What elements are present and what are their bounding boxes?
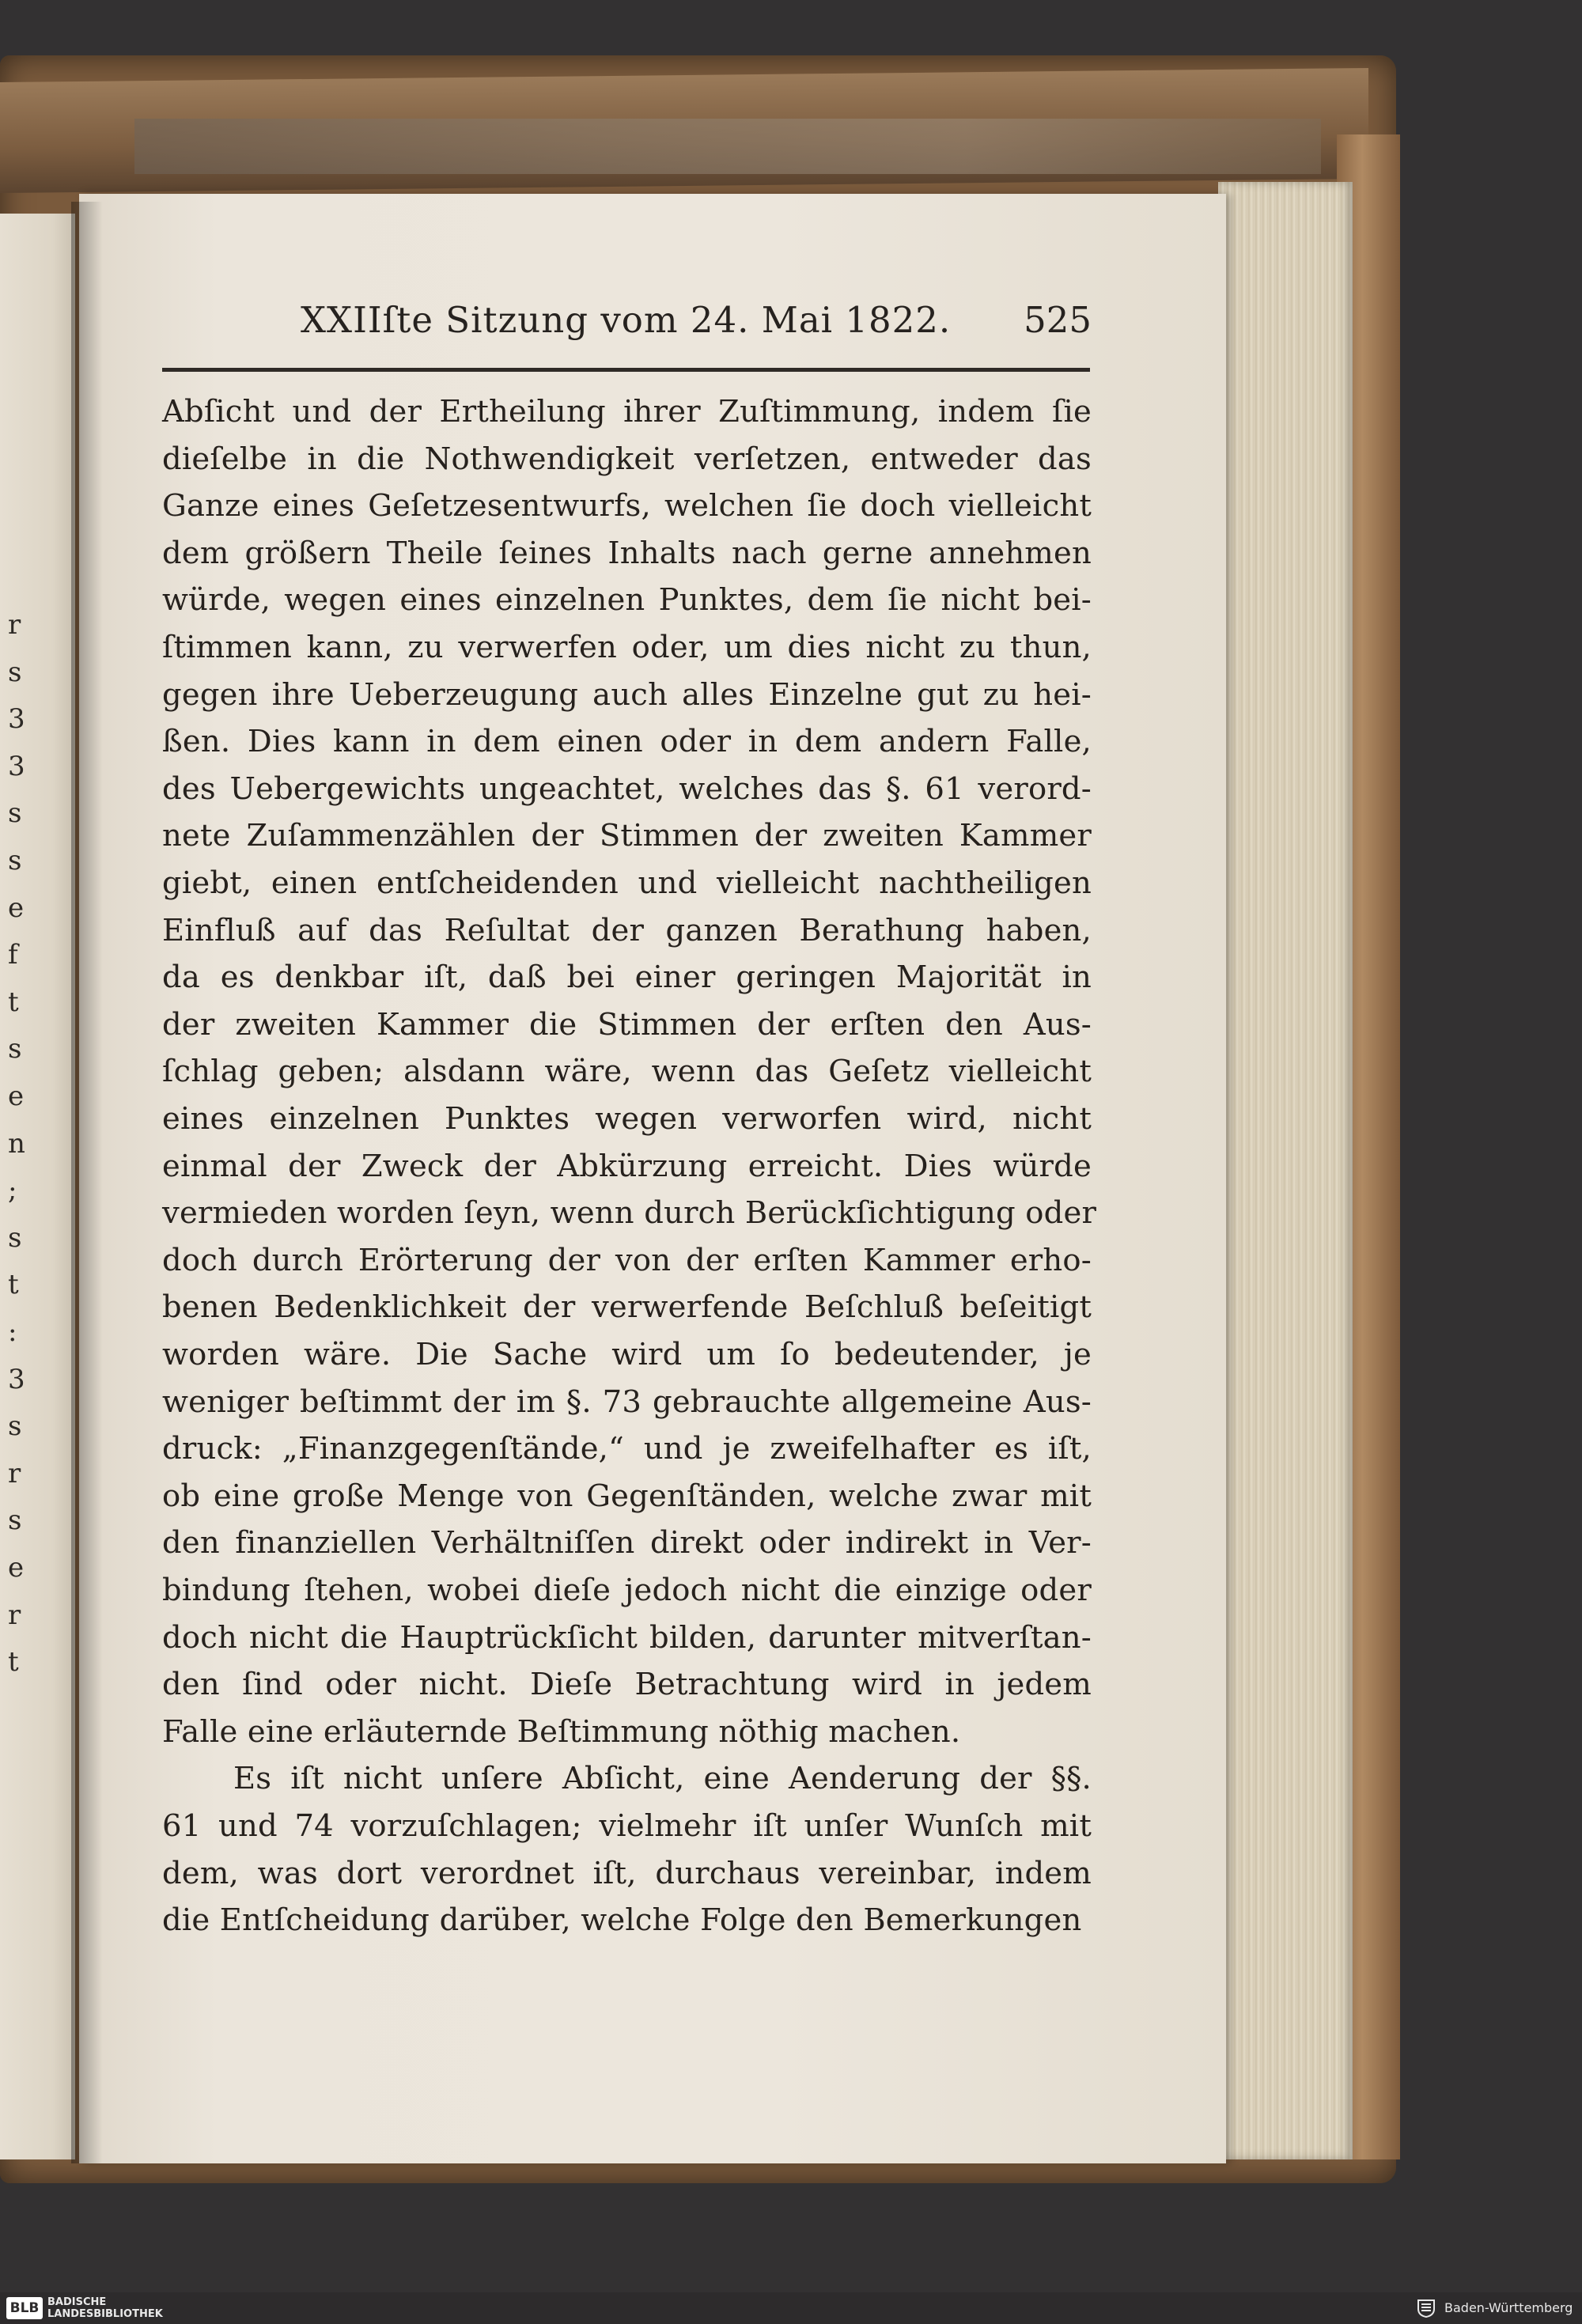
margin-char: n	[8, 1127, 25, 1160]
text-line: dieſelbe in die Nothwendigkeit verſetzen, entweder das	[162, 441, 1092, 477]
text-line: weniger beſtimmt der im §. 73 gebrauchte allgemeine Aus-	[162, 1383, 1092, 1420]
text-line: Abſicht und der Ertheilung ihrer Zuſtimmung, indem ſie	[162, 394, 1092, 430]
library-name	[47, 2296, 163, 2320]
text-line: gegen ihre Ueberzeugung auch alles Einzelne gut zu hei-	[162, 676, 1092, 713]
previous-page-sliver	[0, 214, 75, 2159]
text-line: dem größern Theile ſeines Inhalts nach gerne annehmen	[162, 535, 1092, 571]
margin-char: s	[8, 1033, 22, 1065]
text-line: nete Zuſammenzählen der Stimmen der zweiten Kammer	[162, 818, 1092, 854]
margin-char: s	[8, 656, 22, 688]
text-line: doch nicht die Hauptrückſicht bilden, darunter mitverſtan-	[162, 1619, 1092, 1656]
library-name-line1: BADISCHE	[47, 2296, 107, 2308]
margin-char: s	[8, 797, 22, 830]
previous-page-line-endings	[8, 609, 40, 2270]
margin-char: f	[8, 939, 18, 971]
text-line: benen Bedenklichkeit der verwerfende Beſchluß beſeitigt	[162, 1289, 1092, 1326]
text-line: druck: „Finanzgegenſtände,“ und je zweifelhafter es iſt,	[162, 1431, 1092, 1467]
running-header	[301, 299, 1092, 354]
margin-char: t	[8, 986, 19, 1018]
margin-char: e	[8, 1081, 25, 1112]
text-line: 61 und 74 vorzuſchlagen; vielmehr iſt unſer Wunſch mit	[162, 1808, 1092, 1844]
text-line: würde, wegen eines einzelnen Punktes, dem ſie nicht bei-	[162, 582, 1092, 619]
coat-of-arms-icon	[1416, 2299, 1436, 2318]
text-line: eines einzelnen Punktes wegen verworfen wird, nicht	[162, 1101, 1092, 1137]
running-title: XXIIſte Sitzung vom 24. Mai 1822.	[301, 299, 952, 341]
page-number: 525	[1024, 299, 1092, 341]
text-line: einmal der Zweck der Abkürzung erreicht. Dies würde	[162, 1148, 1092, 1184]
page-block-edges	[1218, 182, 1353, 2159]
margin-char: t	[8, 1269, 19, 1301]
text-line: des Uebergewichts ungeachtet, welches das §. 61 verord-	[162, 770, 1092, 807]
library-name-line2: LANDESBIBLIOTHEK	[47, 2308, 163, 2320]
margin-char: s	[8, 845, 22, 876]
margin-char: 3	[8, 1363, 25, 1395]
header-rule	[162, 368, 1090, 372]
text-line: ſtimmen kann, zu verwerfen oder, um dies nicht zu thun,	[162, 630, 1092, 665]
text-line: ob eine große Menge von Gegenſtänden, welche zwar mit	[162, 1478, 1092, 1514]
margin-char: r	[8, 1457, 21, 1489]
text-line: worden wäre. Die Sache wird um ſo bedeutender, je	[162, 1337, 1092, 1372]
footer-bar	[0, 2292, 1582, 2324]
state-name: Baden-Württemberg	[1444, 2300, 1573, 2315]
margin-char: t	[8, 1646, 19, 1679]
text-line: doch durch Erörterung der von der erſten Kammer erho-	[162, 1242, 1092, 1278]
text-line: Falle eine erläuternde Beſtimmung nöthig machen.	[162, 1713, 961, 1750]
margin-char: e	[8, 1552, 25, 1584]
book-cover-worn-edge	[134, 119, 1321, 174]
blb-logo: BLB	[6, 2297, 43, 2319]
text-line: ſchlag geben; alsdann wäre, wenn das Geſetz vielleicht	[162, 1054, 1092, 1090]
margin-char: s	[8, 1505, 22, 1537]
margin-char: :	[8, 1316, 17, 1348]
margin-char: r	[8, 1599, 21, 1631]
text-line: den finanziellen Verhältniſſen direkt oder indirekt in Ver-	[162, 1525, 1092, 1561]
text-line: da es denkbar iſt, daß bei einer geringen Majorität in	[162, 960, 1092, 996]
text-line: der zweiten Kammer die Stimmen der erſten den Aus-	[162, 1006, 1092, 1043]
text-line: Es iſt nicht unſere Abſicht, eine Aenderung der §§.	[233, 1761, 1092, 1797]
text-line: dem, was dort verordnet iſt, durchaus vereinbar, indem	[162, 1855, 1092, 1891]
margin-char: r	[8, 609, 21, 641]
margin-char: ;	[8, 1175, 17, 1207]
margin-char: 3	[8, 750, 25, 782]
margin-char: s	[8, 1410, 22, 1443]
text-line: Einfluß auf das Reſultat der ganzen Berathung haben,	[162, 912, 1092, 948]
margin-char: s	[8, 1221, 22, 1254]
margin-char: 3	[8, 703, 25, 736]
text-line: Ganze eines Geſetzesentwurfs, welchen ſie doch vielleicht	[162, 488, 1092, 524]
text-line: die Entſcheidung darüber, welche Folge den Bemerkungen	[162, 1902, 1082, 1939]
text-line: ßen. Dies kann in dem einen oder in dem andern Falle,	[162, 724, 1092, 760]
text-line: bindung ſtehen, wobei dieſe jedoch nicht die einzige oder	[162, 1573, 1092, 1608]
text-line: vermieden worden ſeyn, wenn durch Berückſichtigung oder	[162, 1195, 1097, 1232]
text-line: den ſind oder nicht. Dieſe Betrachtung wird in jedem	[162, 1667, 1092, 1703]
gutter-shadow	[71, 202, 103, 2163]
margin-char: e	[8, 891, 25, 924]
text-line: giebt, einen entſcheidenden und vielleicht nachtheiligen	[162, 865, 1092, 901]
